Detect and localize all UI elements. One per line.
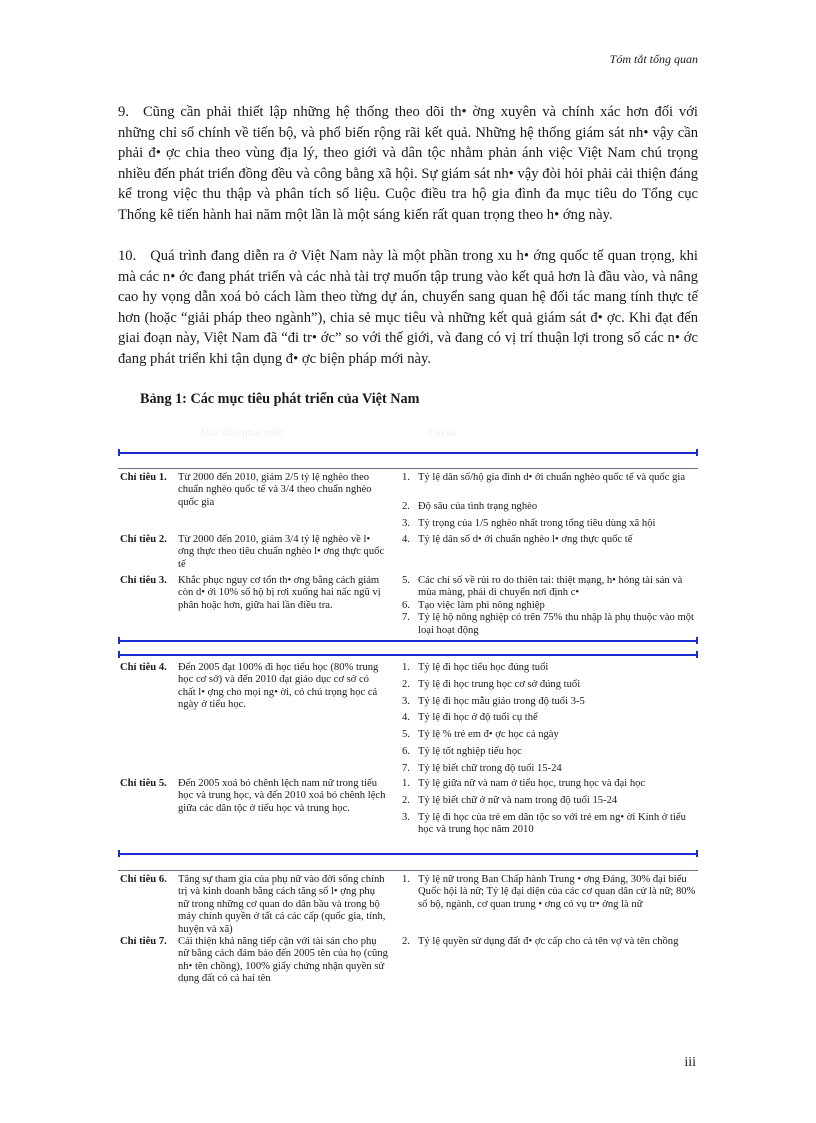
paragraph-9 <box>118 102 698 226</box>
indicator-list <box>388 874 698 936</box>
goal-label: Chỉ tiêu 1. <box>120 472 167 483</box>
indicator-item: 7. Tỷ lệ hộ nông nghiệp có trên 75% thu nhập là phụ thuộc vào một loại hoạt động <box>402 612 694 636</box>
indicator-item: 1. Tỷ lệ giữa nữ và nam ở tiểu học, trung học và đại học <box>402 778 646 789</box>
indicator-list <box>388 936 698 986</box>
indicator-item: 2. Tỷ lệ biết chữ ở nữ và nam trong độ tuổi 15-24 <box>402 794 618 806</box>
goal-label: Chỉ tiêu 3. <box>120 575 167 586</box>
table-title: Bảng 1: Các mục tiêu phát triển của Việt Nam <box>140 391 420 407</box>
indicator-item: 3. Tỷ lệ đi học mẫu giáo trong độ tuổi 3-5 <box>402 695 585 707</box>
indicator-item: 1. Tỷ lệ dân số/hộ gia đình d• ới chuẩn nghèo quốc tế và quốc gia <box>402 472 686 483</box>
goal-description: Cải thiện khả năng tiếp cận với tài sản cho phụ nữ bằng cách đảm bảo đến 2005 tên của họ (cũng nh• tên chồng), 100% giấy chứng nhận quyền sử dụng đất có cả hai tên <box>178 936 388 985</box>
table-row <box>120 778 698 836</box>
goal-description: Khắc phục nguy cơ tổn th• ơng bằng cách giảm còn d• ới 10% số hộ bị rơi xuống hai nấc ngũ vị phân hoặc hơn, giữa hai lần điều tra. <box>178 575 381 611</box>
goal-label: Chỉ tiêu 5. <box>120 778 167 789</box>
indicator-item: 2. Tỷ lệ đi học trung học cơ sở đúng tuổi <box>402 678 581 690</box>
table-row <box>120 575 698 637</box>
indicator-list <box>388 472 698 534</box>
indicator-item: 6. Tạo việc làm phi nông nghiệp <box>402 599 545 611</box>
paragraph-10 <box>118 246 698 370</box>
indicator-item: 6. Tỷ lệ tốt nghiệp tiểu học <box>402 745 522 757</box>
indicator-item: 4. Tỷ lệ dân số d• ới chuẩn nghèo l• ơng thực quốc tế <box>402 534 633 545</box>
indicator-item: 2. Độ sâu của tình trạng nghèo <box>402 501 538 513</box>
table-row <box>120 472 698 534</box>
table-separator <box>118 452 698 454</box>
goal-description: Tăng sự tham gia của phụ nữ vào đời sống chính trị và kinh doanh bằng cách tăng số l• ợng phụ nữ trong những cơ quan do dân bầu và trong bộ máy chính quyền ở tất cả các cấp (quốc gia, tỉnh, huyện và xã) <box>178 874 386 935</box>
indicator-list <box>388 778 698 836</box>
indicator-item: 4. Tỷ lệ đi học ở độ tuổi cụ thể <box>402 712 538 724</box>
indicator-list <box>388 534 698 575</box>
table-row <box>120 662 698 778</box>
paragraph-text: Cũng cần phải thiết lập những hệ thống theo dõi th• ờng xuyên và chính xác hơn đối với những chỉ số chính về tiến bộ, và phổ biến rộng rãi kết quả. Những hệ thống giám sát nh• vậy cần phải đ• ợc chia theo vùng địa lý, theo giới và dân tộc nhằm phản ánh việc Việt Nam chú trọng nhiều đến phát triển đồng đều và công bằng xã hội. Sự giám sát nh• vậy đòi hỏi phải cải thiện đáng kể trong việc thu thập và phân tích số liệu. Cuộc điều tra hộ gia đình đa mục tiêu do Tổng cục Thống kê tiến hành hai năm một lần là một sáng kiến rất quan trọng theo h• ớng này. <box>118 104 698 223</box>
paragraph-text: Quá trình đang diễn ra ở Việt Nam này là một phần trong xu h• ớng quốc tế quan trọng, khi mà các n• ớc đang phát triển và các nhà tài trợ muốn tập trung vào kết quả hơn là đầu vào, và nâng cao hy vọng dẫn xoá bỏ cách làm theo từng dự án, chuyển sang quan hệ đối tác mang tính thực tế hơn (hoặc “giải pháp theo ngành”), chia sẻ mục tiêu và những kết quả giám sát đ• ợc. Khi đạt đến giai đoạn này, Việt Nam đã “đi tr• ớc” so với thế giới, và đang có vị trí thuận lợi trong số các n• ớc đang phát triển khi tận dụng đ• ợc biện pháp mới này. <box>118 248 698 367</box>
table-group-2 <box>120 662 698 836</box>
paragraph-number: 9. <box>118 104 129 120</box>
table-row <box>120 936 698 986</box>
goal-description: Từ 2000 đến 2010, giảm 2/5 tỷ lệ nghèo theo chuẩn nghèo quốc tế và 3/4 theo chuẩn nghèo quốc gia <box>178 472 372 508</box>
indicator-item: 1. Tỷ lệ đi học tiểu học đúng tuổi <box>402 662 549 673</box>
goal-label: Chỉ tiêu 7. <box>120 936 167 947</box>
page-number: iii <box>684 1055 696 1070</box>
indicator-item: 3. Tỷ lệ đi học của trẻ em dân tộc so với trẻ em ng• ời Kinh ở tiểu học và trung học năm 2010 <box>402 811 686 835</box>
indicator-list <box>388 575 698 637</box>
running-head: Tóm tắt tổng quan <box>609 52 698 66</box>
paragraph-number: 10. <box>118 248 137 264</box>
indicator-item: 7. Tỷ lệ biết chữ trong độ tuổi 15-24 <box>402 762 562 774</box>
goal-description: Đến 2005 đạt 100% đi học tiểu học (80% trung học cơ sở) và đến 2010 đạt giáo dục cơ sở có chất l• ợng cho mọi ng• ời, có chú trọng học cả ngày ở tiểu học. <box>178 662 379 711</box>
table-separator <box>118 640 698 642</box>
table-rule <box>118 870 698 871</box>
goal-label: Chỉ tiêu 6. <box>120 874 167 885</box>
goal-label: Chỉ tiêu 2. <box>120 534 167 545</box>
table-group-3 <box>120 874 698 986</box>
indicator-list <box>388 662 698 778</box>
indicator-item: 5. Các chỉ số về rủi ro do thiên tai: thiệt mạng, h• hỏng tài sản và mùa màng, phải di chuyển nơi định c• <box>402 575 683 599</box>
indicator-item: 5. Tỷ lệ % trẻ em đ• ợc học cả ngày <box>402 729 559 741</box>
table-row <box>120 534 698 575</box>
indicator-item: 3. Tỷ trọng của 1/5 nghèo nhất trong tổng tiêu dùng xã hội <box>402 518 656 530</box>
table-separator <box>118 654 698 656</box>
table-rule <box>118 468 698 469</box>
table-header-indicators: Chỉ số <box>428 427 457 439</box>
table-header-goals: Mục tiêu phát triển <box>200 427 285 439</box>
indicator-item: 1. Tỷ lệ nữ trong Ban Chấp hành Trung • ơng Đảng, 30% đại biểu Quốc hội là nữ; Tỷ lệ đại diện của các cơ quan dân cử là nữ; 80% số bộ, ngành, cơ quan trung • ơng có vụ tr• ởng là nữ <box>402 874 696 910</box>
table-row <box>120 874 698 936</box>
goal-label: Chỉ tiêu 4. <box>120 662 167 673</box>
table-group-1 <box>120 472 698 637</box>
goal-description: Đến 2005 xoá bỏ chênh lệch nam nữ trong tiểu học và trung học, và đến 2010 xoá bỏ chênh lệch giữa các dân tộc ở tiểu học và trung học. <box>178 778 386 814</box>
goal-description: Từ 2000 đến 2010, giảm 3/4 tỷ lệ nghèo về l• ơng thực theo tiêu chuẩn nghèo l• ơng thực quốc tế <box>178 534 385 570</box>
table-separator <box>118 853 698 855</box>
indicator-item: 2. Tỷ lệ quyền sử dụng đất đ• ợc cấp cho cả tên vợ và tên chồng <box>402 936 679 947</box>
